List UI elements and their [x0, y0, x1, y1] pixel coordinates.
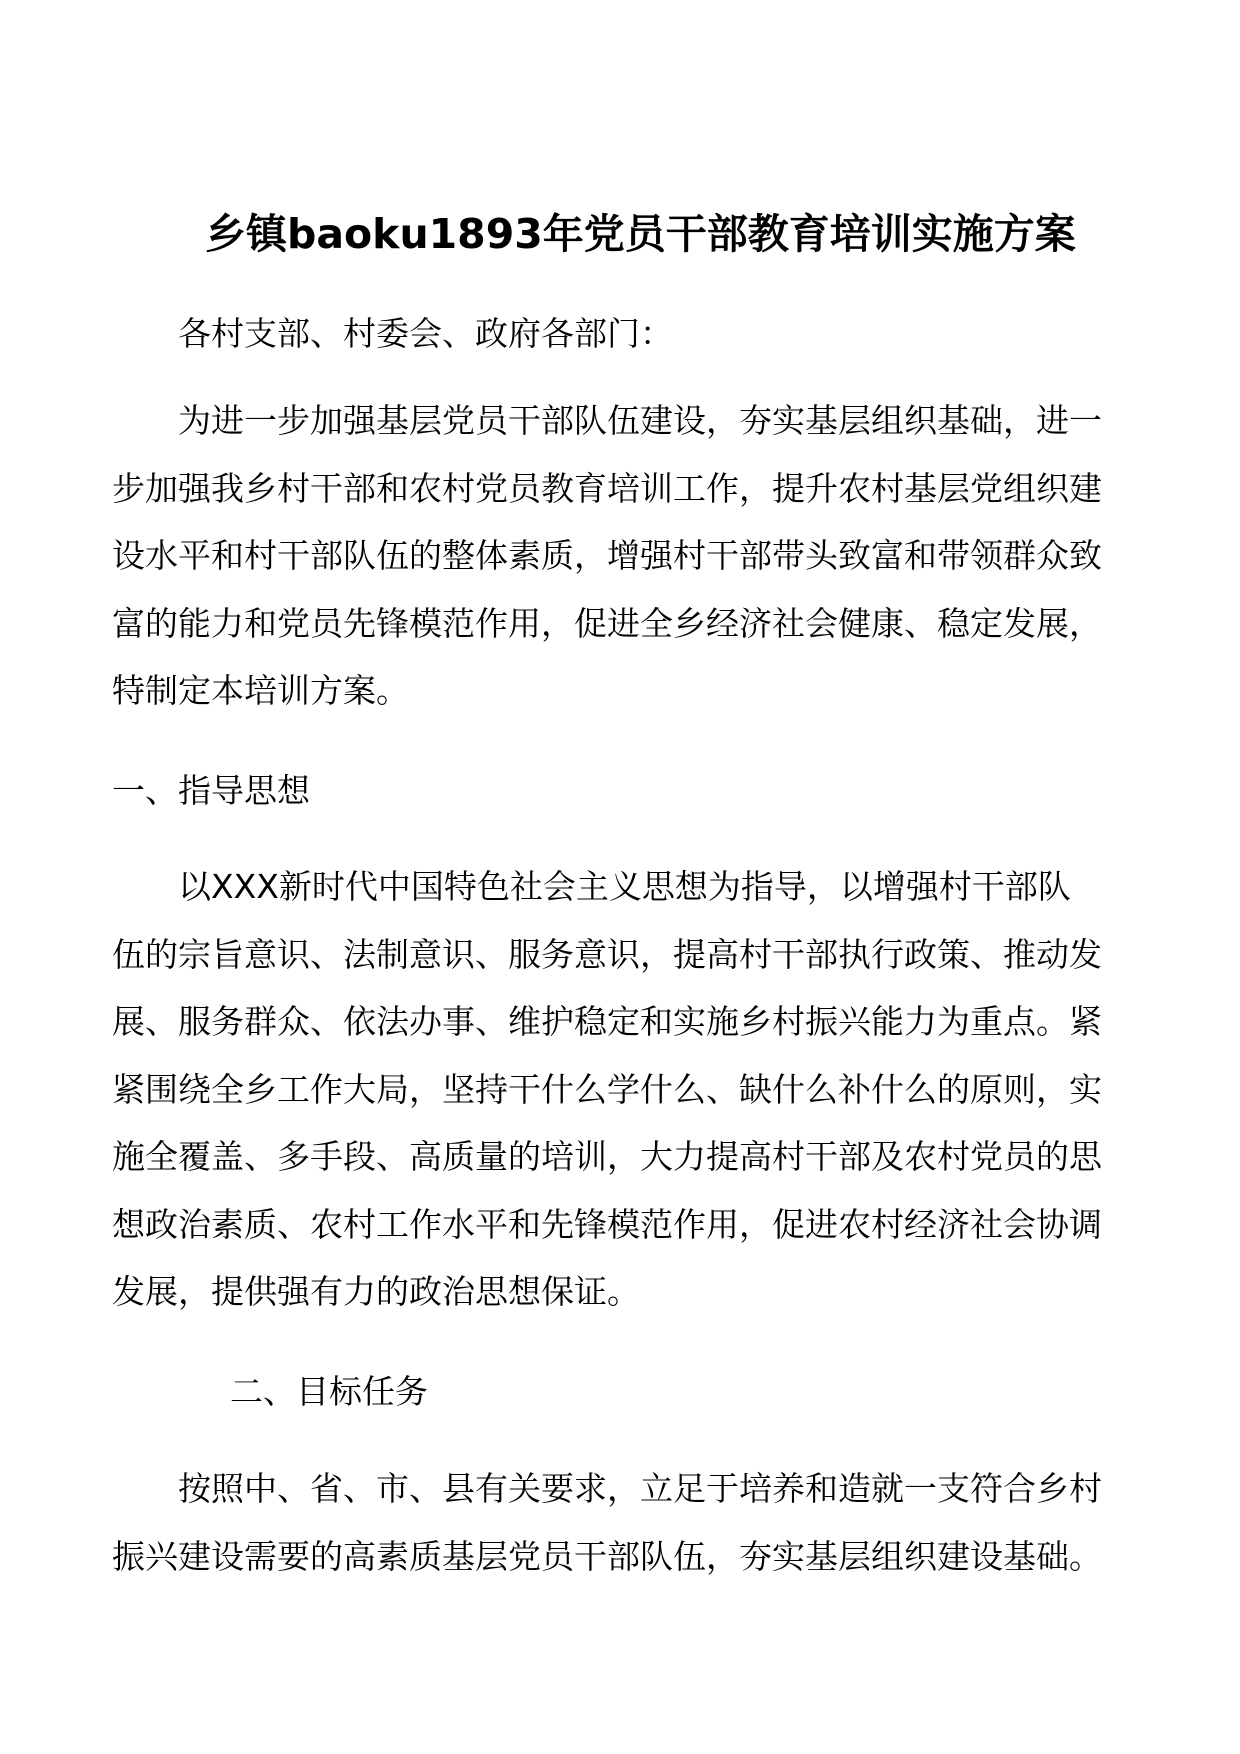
- paragraph-line: 发展，提供强有力的政治思想保证。: [112, 1272, 640, 1311]
- document-title: 乡镇baoku1893年党员干部教育培训实施方案: [205, 210, 1076, 258]
- paragraph-line: 按照中、省、市、县有关要求，立足于培养和造就一支符合乡村: [178, 1469, 1102, 1508]
- paragraph-line: 设水平和村干部队伍的整体素质，增强村干部带头致富和带领群众致: [112, 536, 1102, 575]
- paragraph-line: 特制定本培训方案。: [112, 671, 409, 710]
- paragraph-line: 施全覆盖、多手段、高质量的培训，大力提高村干部及农村党员的思: [112, 1137, 1102, 1176]
- salutation-text: 各村支部、村委会、政府各部门：: [178, 314, 673, 353]
- section-heading-text: 一、指导思想: [112, 771, 310, 810]
- section-heading-text: 二、目标任务: [230, 1372, 428, 1411]
- salutation: [112, 300, 1198, 368]
- paragraph-line: 步加强我乡村干部和农村党员教育培训工作，提升农村基层党组织建: [112, 468, 1102, 508]
- paragraph-line: 以XXX新时代中国特色社会主义思想为指导，以增强村干部队: [178, 867, 1071, 906]
- section-heading-guiding-ideology: [112, 757, 1132, 825]
- paragraph-line: 为进一步加强基层党员干部队伍建设，夯实基层组织基础，进一: [178, 401, 1102, 440]
- paragraph-line: 展、服务群众、依法办事、维护稳定和实施乡村振兴能力为重点。紧: [112, 1002, 1102, 1041]
- goals-tasks-paragraph: [112, 1455, 1132, 1590]
- section-heading-goals-tasks: [112, 1358, 1132, 1426]
- intro-paragraph: [112, 387, 1132, 725]
- paragraph-line: 振兴建设需要的高素质基层党员干部队伍，夯实基层组织建设基础。: [112, 1536, 1102, 1576]
- paragraph-line: 富的能力和党员先锋模范作用，促进全乡经济社会健康、稳定发展，: [112, 603, 1102, 643]
- guiding-ideology-paragraph: [112, 853, 1132, 1326]
- paragraph-line: 伍的宗旨意识、法制意识、服务意识，提高村干部执行政策、推动发: [112, 934, 1102, 974]
- paragraph-line: 紧围绕全乡工作大局，坚持干什么学什么、缺什么补什么的原则，实: [112, 1069, 1102, 1109]
- paragraph-line: 想政治素质、农村工作水平和先锋模范作用，促进农村经济社会协调: [112, 1204, 1102, 1244]
